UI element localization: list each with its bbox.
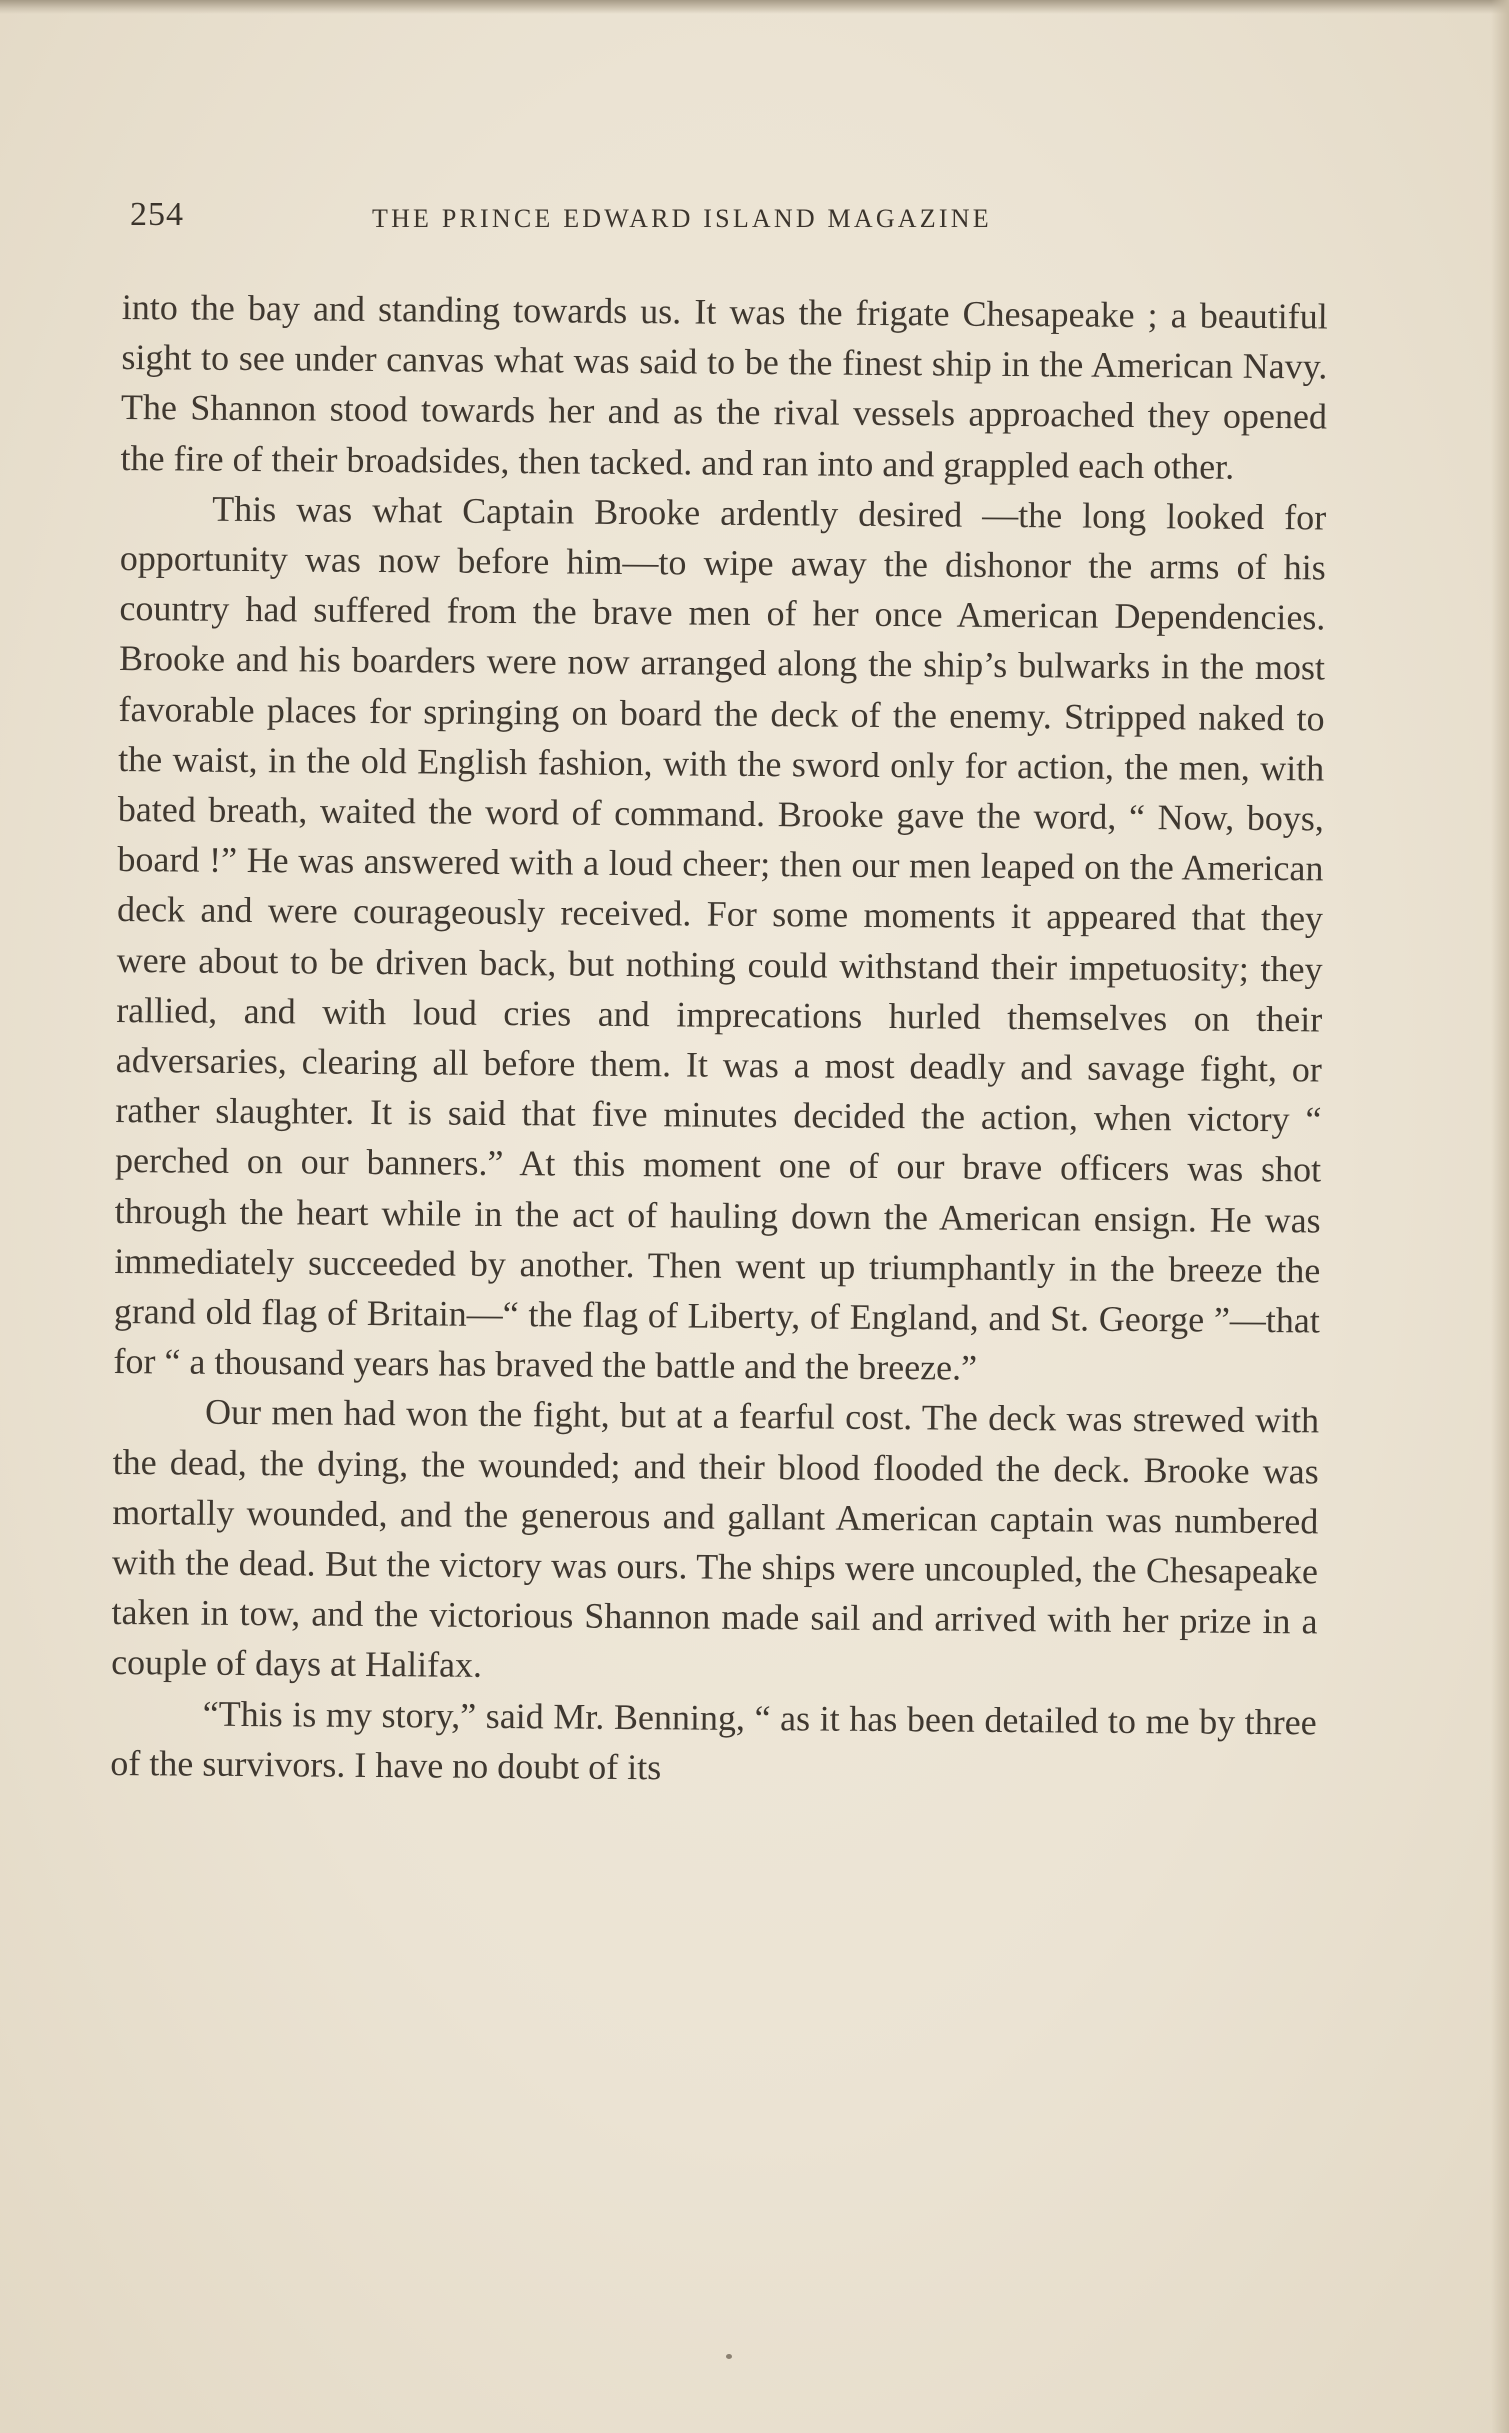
paragraph-3: Our men had won the fight, but at a fearful cost. The deck was strewed with the dead, the dying, the wounded; and their blood flooded the deck. Brooke was mortally wounded, and the generous and gallant American captain was numbered with the dead. But the victory was ours. The ships were uncoupled, the Chesapeake taken in tow, and the victorious Shannon made sail and arrived with her prize in a couple of days at Halifax. bbox=[111, 1392, 1320, 1686]
page-number: 254 bbox=[130, 196, 184, 233]
page-header bbox=[130, 196, 1140, 246]
page-right-edge bbox=[1491, 0, 1509, 2433]
paragraph-1: into the bay and standing towards us. It was the frigate Chesapeake ; a beautiful sight to see under canvas what was said to be the finest ship in the American Navy. The Shannon stood towards her and as the rival vessels approached they opened the fire of their broadsides, then tacked. and ran into and grappled each other. bbox=[120, 286, 1328, 487]
paragraph-2: This was what Captain Brooke ardently desired —the long looked for opportunity was now before him—to wipe away the dishonor the arms of his country had suffered from the brave men of her once American Dependencies. Brooke and his boarders were now arranged along the ship’s bulwarks in the most favorable places for springing on board the deck of the enemy. Stripped naked to the waist, in the old English fashion, with the sword only for action, the men, with bated breath, waited the word of command. Brooke gave the word, “ Now, boys, board !” He was answered with a loud cheer; then our men leaped on the American deck and were courageously received. For some moments it appeared that they were about to be driven back, but nothing could withstand their impetuosity; they rallied, and with loud cries and imprecations hurled themselves on their adversaries, clearing all before them. It was a most deadly and savage fight, or rather slaughter. It is said that five minutes decided the action, when victory “ perched on our banners.” At this moment one of our brave officers was shot through the heart while in the act of hauling down the American ensign. He was immediately succeeded by another. Then went up triumphantly in the breeze the grand old flag of Britain—“ the flag of Liberty, of England, and St. George ”—that for “ a thousand years has braved the battle and the breeze.” bbox=[113, 488, 1327, 1389]
paragraph-4: “This is my story,” said Mr. Benning, “ as it has been detailed to me by three of the survivors. I have no doubt of its bbox=[110, 1693, 1317, 1788]
body-text bbox=[110, 282, 1328, 1798]
page-top-edge bbox=[0, 0, 1509, 14]
paper-speck bbox=[726, 2354, 732, 2359]
running-title: THE PRINCE EDWARD ISLAND MAGAZINE bbox=[372, 204, 992, 233]
